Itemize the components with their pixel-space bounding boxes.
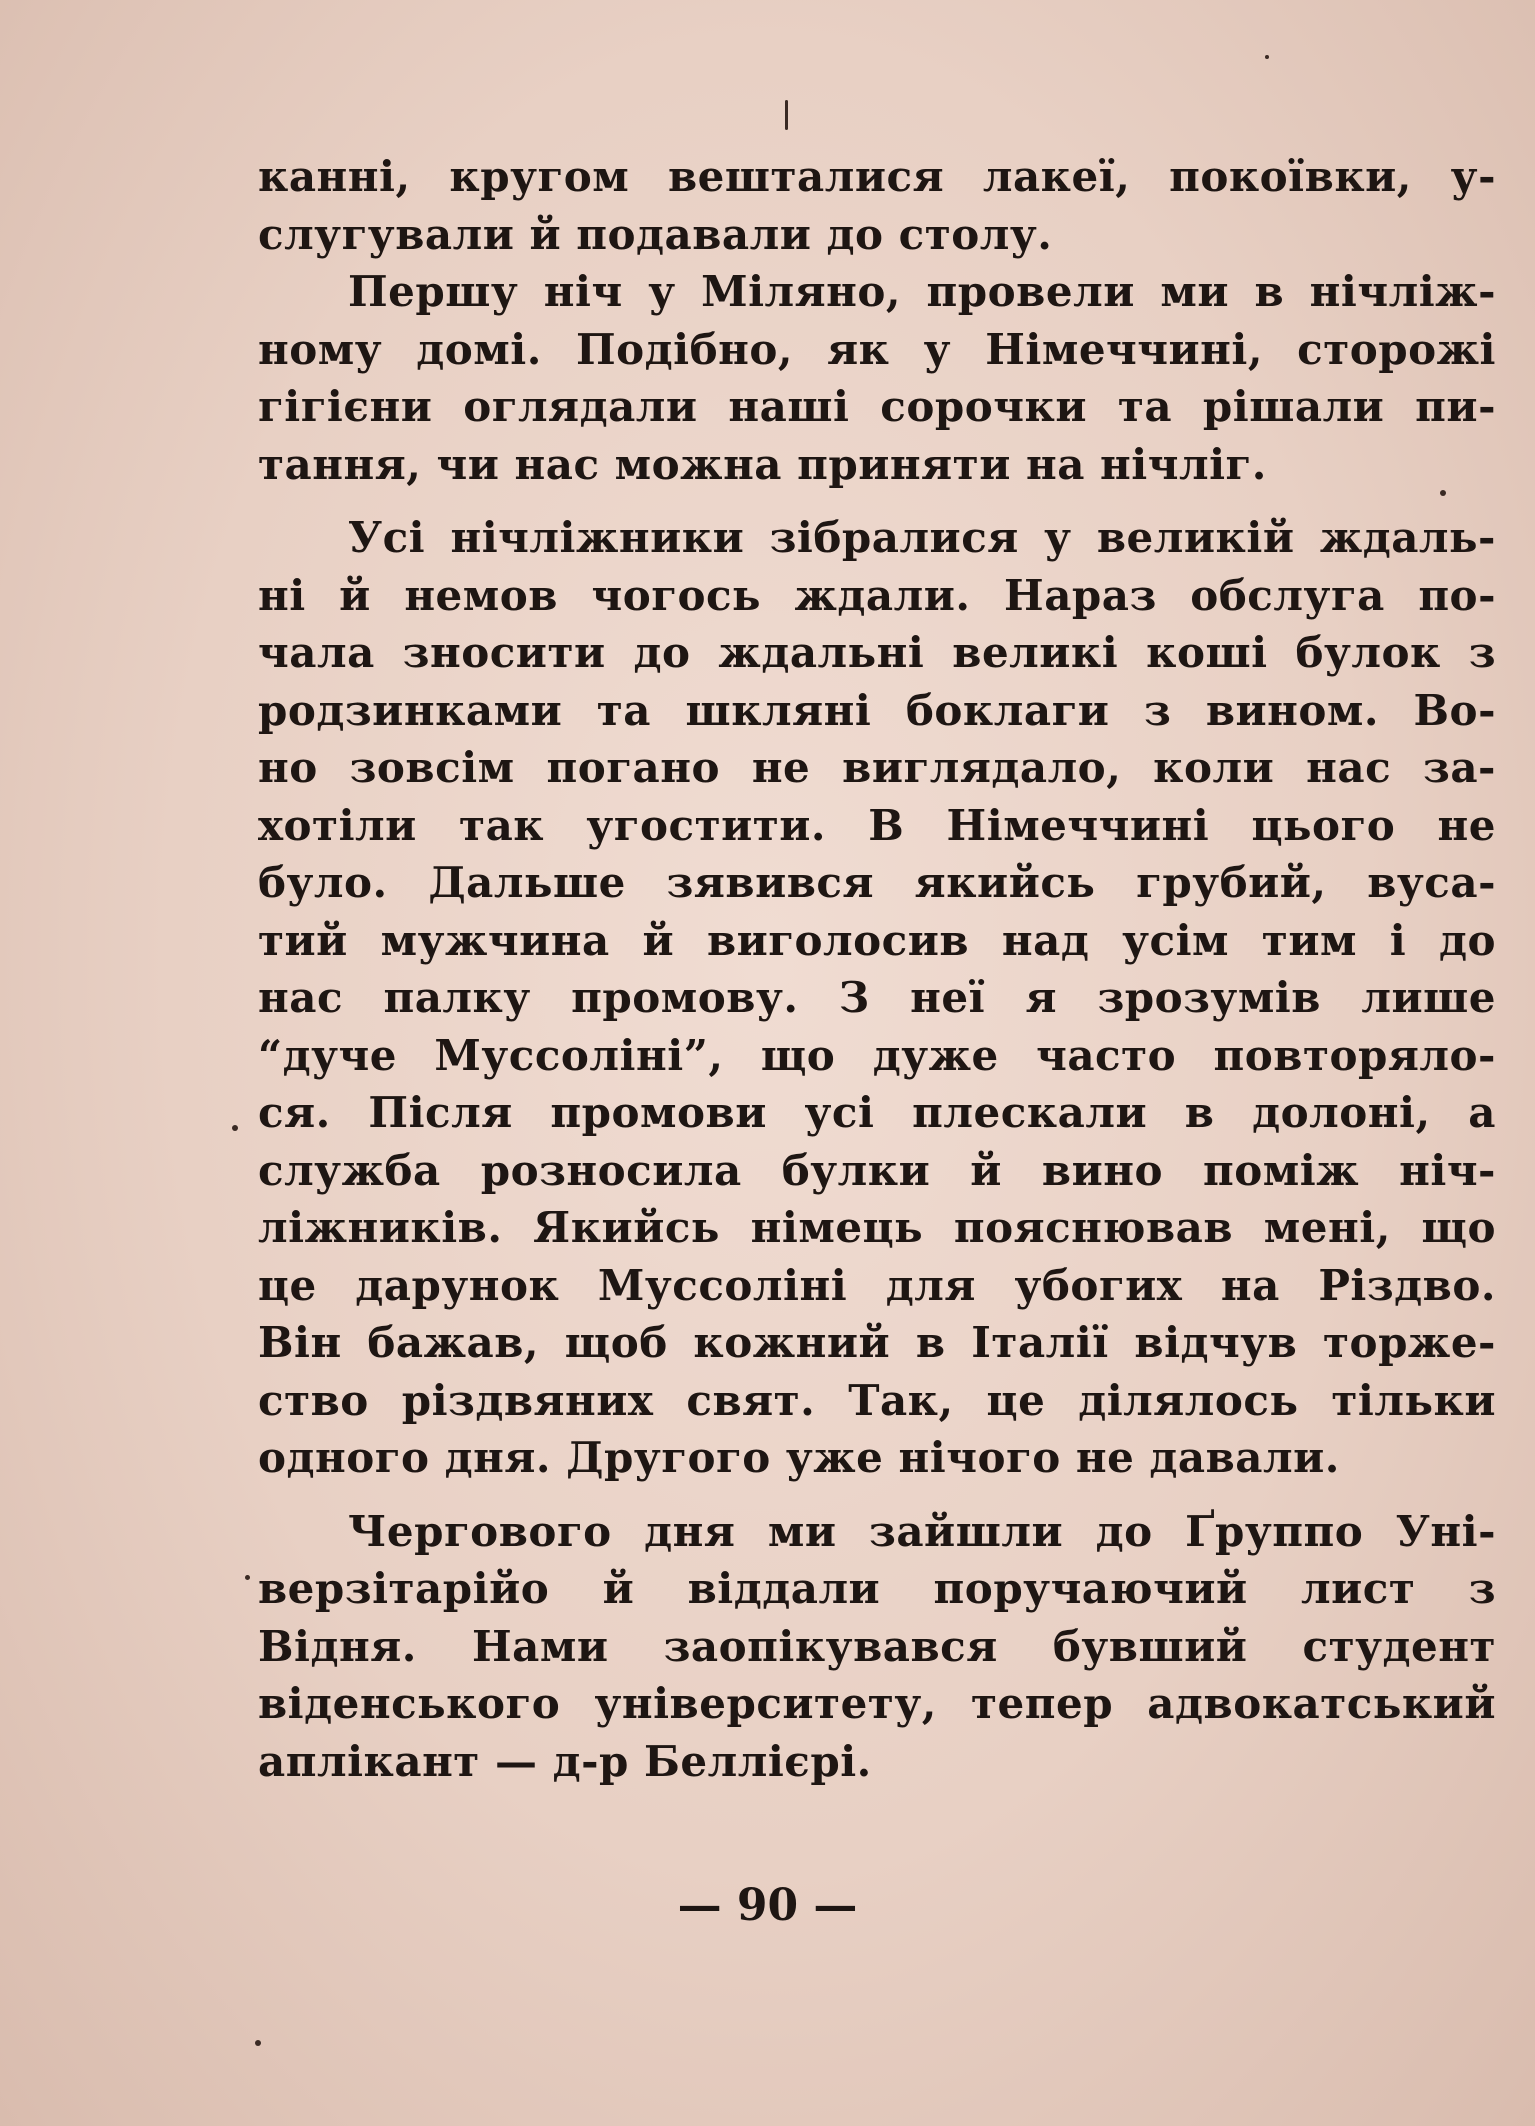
text-line: но зовсім погано не виглядало, коли нас за- bbox=[258, 743, 1496, 792]
text-line: служба розносила булки й вино поміж ніч- bbox=[258, 1145, 1496, 1195]
paper-speck bbox=[245, 1575, 250, 1580]
text-line: Першу ніч у Міляно, провели ми в нічліж- bbox=[348, 267, 1496, 316]
text-line: ному домі. Подібно, як у Німеччині, сторожі bbox=[258, 324, 1496, 374]
text-line: ся. Після промови усі плескали в долоні, а bbox=[258, 1088, 1496, 1137]
text-line: верзітарійо й віддали поручаючий лист з bbox=[258, 1564, 1496, 1613]
text-line: Відня. Нами заопікувався бувший студент bbox=[258, 1621, 1496, 1671]
body-text bbox=[258, 148, 1496, 1790]
text-line: тання, чи нас можна приняти на нічліг. bbox=[258, 439, 1267, 489]
text-line: слугували й подавали до столу. bbox=[258, 209, 1053, 259]
text-line: аплікант — д-р Беллієрі. bbox=[258, 1736, 872, 1786]
paper-speck bbox=[232, 1125, 238, 1131]
text-line: ліжників. Якийсь німець пояснював мені, що bbox=[258, 1203, 1496, 1252]
text-line: віденського університету, тепер адвокатський bbox=[258, 1679, 1496, 1728]
text-line: канні, кругом вешталися лакеї, покоївки, у- bbox=[258, 152, 1496, 201]
text-line: ство різдвяних свят. Так, це ділялось тільки bbox=[258, 1375, 1496, 1425]
paper-speck bbox=[785, 100, 788, 130]
text-line: ні й немов чогось ждали. Нараз обслуга по- bbox=[258, 570, 1496, 620]
text-line: родзинками та шкляні боклаги з вином. Во- bbox=[258, 685, 1496, 735]
page-number: — 90 — bbox=[677, 1880, 858, 1931]
text-line: одного дня. Другого уже нічого не давали. bbox=[258, 1433, 1340, 1482]
text-line: тий мужчина й виголосив над усім тим і до bbox=[258, 915, 1496, 965]
text-line: чала зносити до ждальні великі коші булок з bbox=[258, 628, 1496, 677]
paragraph-gap bbox=[258, 493, 1496, 509]
text-line: Усі нічліжники зібралися у великій ждаль- bbox=[348, 513, 1496, 562]
paper-speck bbox=[1265, 55, 1269, 59]
paper-speck bbox=[255, 2040, 261, 2046]
text-line: нас палку промову. З неї я зрозумів лише bbox=[258, 973, 1496, 1022]
text-line: було. Дальше зявився якийсь грубий, вуса- bbox=[258, 858, 1496, 907]
text-line: це дарунок Муссоліні для убогих на Різдво. bbox=[258, 1260, 1496, 1310]
text-line: Чергового дня ми зайшли до Ґруппо Уні- bbox=[348, 1506, 1496, 1556]
text-line: “дуче Муссоліні”, що дуже часто повторяло- bbox=[258, 1030, 1496, 1080]
text-line: гігієни оглядали наші сорочки та рішали пи- bbox=[258, 382, 1496, 431]
text-line: Він бажав, щоб кожний в Італії відчув торже- bbox=[258, 1318, 1496, 1367]
paragraph-gap bbox=[258, 1487, 1496, 1503]
text-line: хотіли так угостити. В Німеччині цього не bbox=[258, 800, 1496, 850]
